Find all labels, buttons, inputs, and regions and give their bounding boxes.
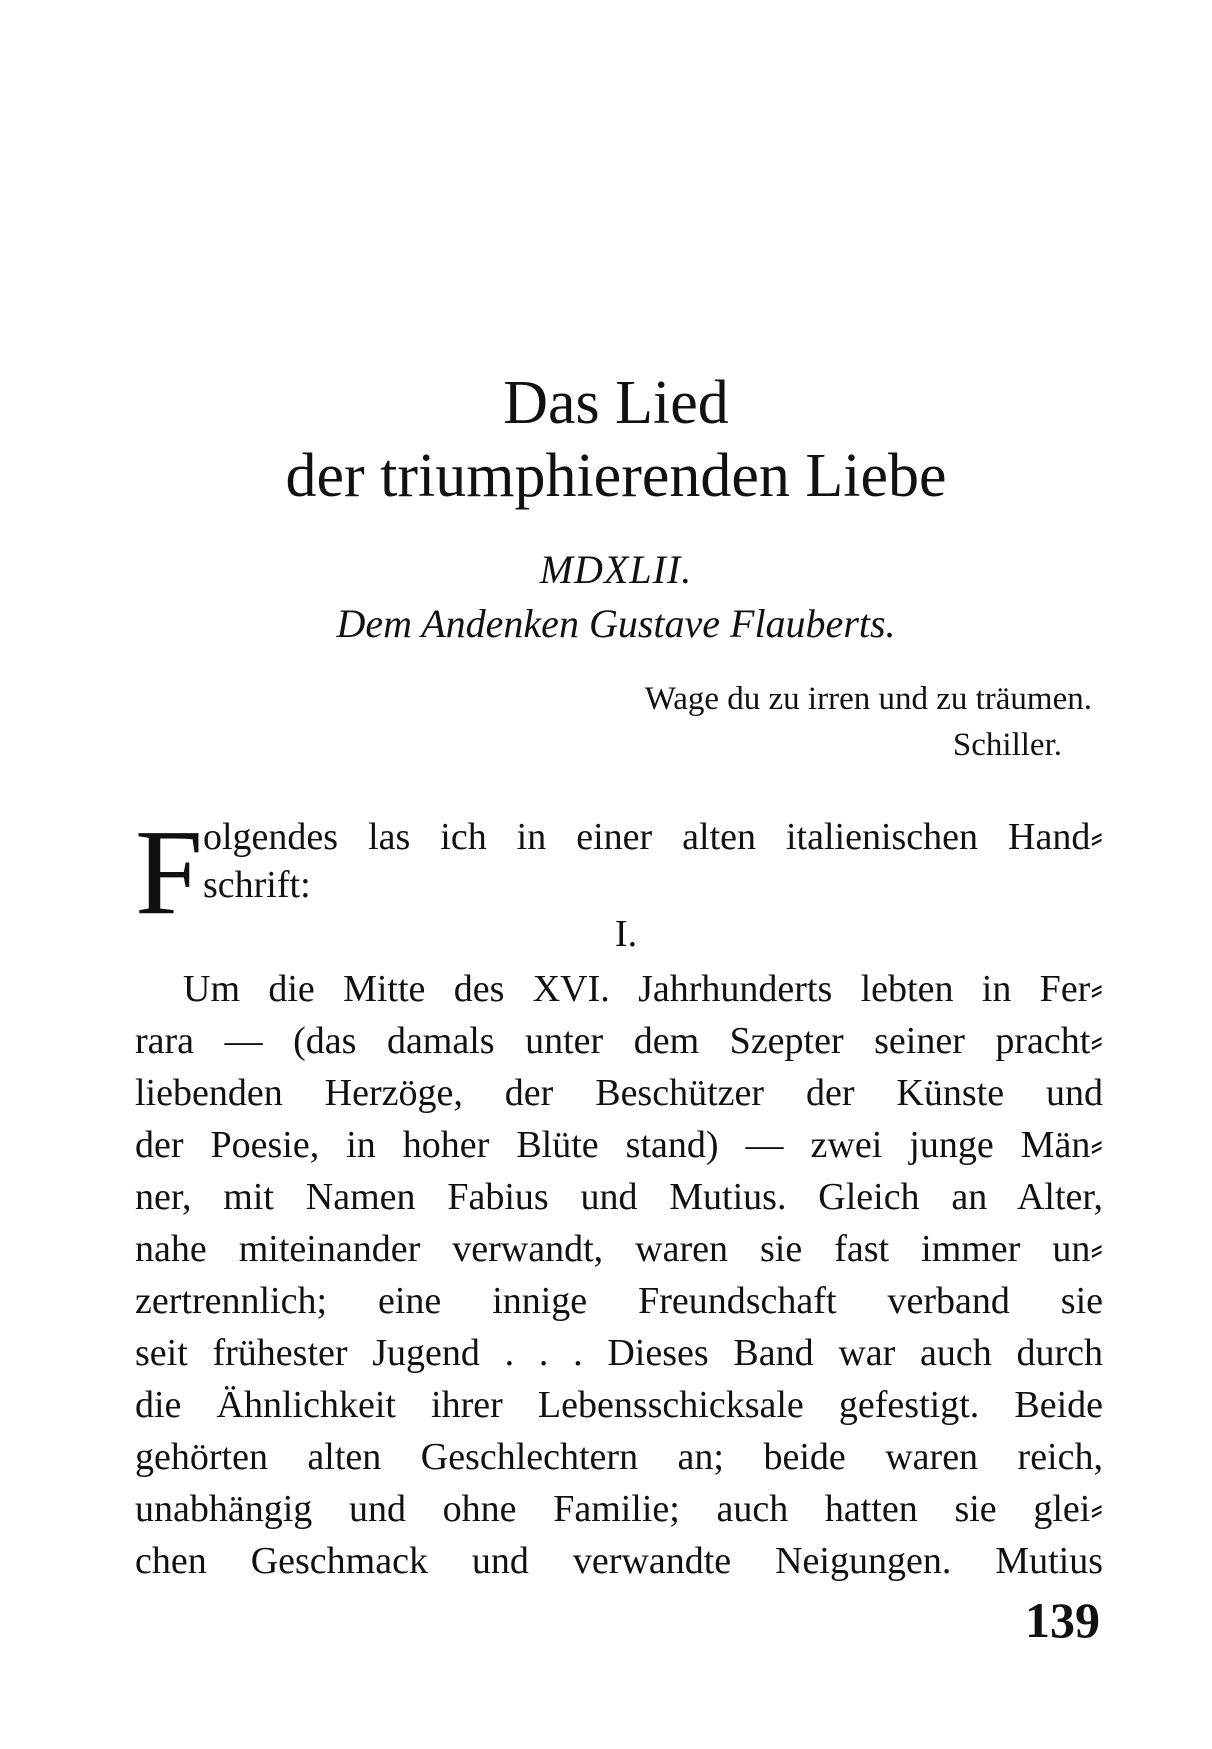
body-line: nahe miteinander verwandt, waren sie fast immer un⸗ xyxy=(135,1228,1103,1270)
body-line: Um die Mitte des XVI. Jahrhunderts lebten in Fer⸗ xyxy=(183,968,1103,1010)
section-number: I. xyxy=(614,913,638,955)
body-line: liebenden Herzöge, der Beschützer der Künste und xyxy=(135,1072,1103,1114)
body-line: chen Geschmack und verwandte Neigungen. Mutius xyxy=(135,1540,1103,1582)
body-line: zertrennlich; eine innige Freundschaft verband sie xyxy=(135,1280,1103,1322)
body-line: seit frühester Jugend . . . Dieses Band war auch durch xyxy=(135,1332,1103,1374)
body-line: gehörten alten Geschlechtern an; beide waren reich, xyxy=(135,1436,1103,1478)
body-line: ner, mit Namen Fabius und Mutius. Gleich an Alter, xyxy=(135,1176,1103,1218)
epigraph-author: Schiller. xyxy=(952,727,1062,763)
body-line: der Poesie, in hoher Blüte stand) — zwei junge Män⸗ xyxy=(135,1124,1103,1166)
epigraph-text: Wage du zu irren und zu träumen. xyxy=(644,681,1092,717)
body-line: die Ähnlichkeit ihrer Lebensschicksale gefestigt. Beide xyxy=(135,1384,1103,1426)
subtitle-year: MDXLII. xyxy=(539,547,693,592)
dedication: Dem Andenken Gustave Flauberts. xyxy=(336,601,896,646)
intro-line-2: schrift: xyxy=(203,864,311,906)
title-line-1: Das Lied xyxy=(503,369,729,437)
body-line: unabhängig und ohne Familie; auch hatten sie glei⸗ xyxy=(135,1488,1103,1530)
title-line-2: der triumphierenden Liebe xyxy=(285,442,947,510)
drop-cap: F xyxy=(135,805,203,940)
body-line: rara — (das damals unter dem Szepter seiner pracht⸗ xyxy=(135,1020,1103,1062)
page-number: 139 xyxy=(1025,1592,1100,1648)
intro-line-1: olgendes las ich in einer alten italienischen Hand⸗ xyxy=(203,816,1103,858)
